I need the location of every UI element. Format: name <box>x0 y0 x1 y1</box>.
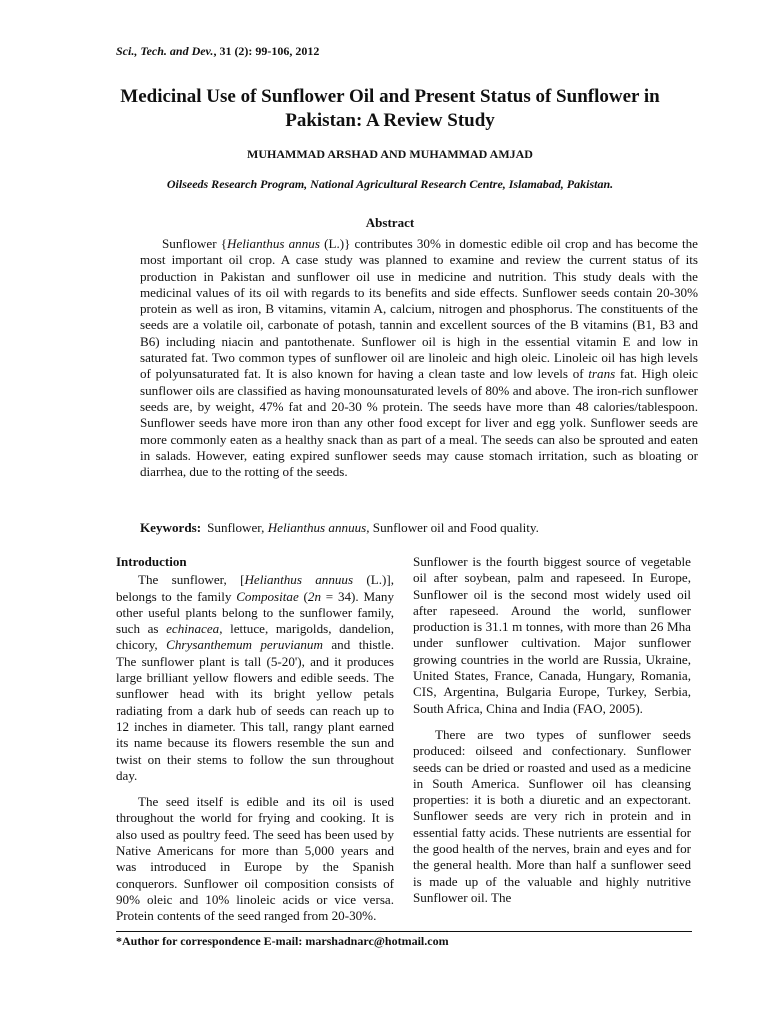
authors: MUHAMMAD ARSHAD AND MUHAMMAD AMJAD <box>247 147 533 161</box>
abstract-trans-term: trans <box>588 366 616 382</box>
text: ( <box>298 588 308 604</box>
affiliation: Oilseeds Research Program, National Agricultural Research Centre, Islamabad, Pakistan. <box>166 177 614 191</box>
text: and thistle. The sunflower plant is tall (5-20'), and it produces large brilliant yellow flowers and edible seeds. The sunflower head with its bright yellow petals radiating from a dark hub of seeds can reach up to 12 inches in diameter. This tall, rangy plant earned its name because its flowers resemble the sun and twist on their stems to follow the sun throughout day. <box>116 637 394 783</box>
abstract-heading: Abstract <box>365 215 415 230</box>
text: (L.)], belongs to the family <box>116 572 394 604</box>
keyword-species: Helianthus annuus, <box>267 520 370 535</box>
right-paragraph-2: There are two types of sunflower seeds produced: oilseed and confectionary. Sunflower seeds can be dried or roasted and used as a medicine in South America. Sunflower oil has cleansing properties: it is both a diuretic and an expectorant. Sunflower seeds are very rich in protein and in essential fatty acids. These nutrients are essential for the good health of the nerves, brain and eyes and for the general health. More than half a sunflower seed is made up of the valuable and highly nutritive Sunflower oil. The <box>413 726 691 905</box>
right-paragraph-1: Sunflower is the fourth biggest source of vegetable oil after soybean, palm and rapeseed. In Europe, Sunflower oil is the second most widely used oil after rapeseed. Around the world, sunflower production is 31.1 m tonnes, with more than 26 Mha under sunflower cultivation. Major sunflower growing countries in the world are Russia, Ukraine, United States, France, Canada, Hungary, Romania, CIS, Argentina, Bulgaria Europe, Turkey, Serbia, South Africa, China and India (FAO, 2005). <box>413 554 691 716</box>
text: = 34). Many other useful plants belong to the sunflower family, such as <box>116 588 394 637</box>
plant-name: echinacea <box>166 621 220 637</box>
chromosome-term: 2n <box>307 588 321 604</box>
footnote-divider <box>116 931 692 932</box>
abstract-paragraph <box>140 236 698 480</box>
text: The sunflower, [ <box>138 572 245 588</box>
journal-name: Sci., Tech. and Dev. <box>116 44 214 58</box>
family-name: Compositae <box>236 588 299 604</box>
right-column <box>413 554 691 916</box>
abstract-body <box>140 236 698 480</box>
abstract-species-name: Helianthus annus <box>227 236 320 251</box>
journal-citation <box>116 44 319 59</box>
journal-volume: , 31 (2): 99-106, 2012 <box>213 44 320 58</box>
intro-paragraph-1 <box>116 572 394 784</box>
keywords-label: Keywords: <box>140 520 202 535</box>
paper-title: Medicinal Use of Sunflower Oil and Present Status of Sunflower in Pakistan: A Review Study <box>120 86 660 131</box>
plant-name: Chrysanthemum peruvianum <box>166 637 323 653</box>
keyword: Sunflower oil and Food quality. <box>369 520 539 535</box>
intro-paragraph-2: The seed itself is edible and its oil is used throughout the world for frying and cooking. It is also used as poultry feed. The seed has been used by Native Americans for more than 5,000 years and was introduced in Europe by the Spanish conquerors. Sunflower oil composition consists of 90% oleic and 10% linoleic acids or vice versa. Protein contents of the seed ranged from 20-30%. <box>116 794 394 924</box>
left-column <box>116 554 394 935</box>
keywords <box>140 520 698 536</box>
keyword: Sunflower, <box>207 520 268 535</box>
text: , lettuce, marigolds, dandelion, chicory, <box>116 621 394 653</box>
section-heading-introduction: Introduction <box>116 554 187 569</box>
abstract-text: Sunflower { <box>162 236 227 251</box>
correspondence-footnote: *Author for correspondence E-mail: marshadnarc@hotmail.com <box>116 934 449 948</box>
species-name: Helianthus annuus <box>244 572 354 588</box>
abstract-text: fat. High oleic sunflower oils are classified as having monounsaturated levels of 80% and above. The iron-rich sunflower seeds are, by weight, 47% fat and 20-30 % protein. The seeds have more than 48 calories/tablespoon. Sunflower seeds have more iron than any other food except for liver and egg yolk. Sunflower seeds are more commonly eaten as a healthy snack than as part of a meal. The seeds can also be sprouted and eaten in salads. However, eating expired sunflower seeds may cause stomach irritation, such as bloating or diarrhea, due to the rotting of the seeds. <box>140 366 698 480</box>
abstract-text: (L.)} contributes 30% in domestic edible oil crop and has become the most important oil crop. A case study was planned to examine and review the current status of its production in Pakistan and sunflower oil use in medicine and nutrition. This study deals with the medicinal values of its oil with regards to its benefits and side effects. Sunflower seeds contain 20-30% protein as well as iron, B vitamins, vitamin A, calcium, nitrogen and phosphorus. The constituents of the seeds are a volatile oil, carbonate of potash, tannin and excellent sources of the B vitamins (B1, B3 and B6) including niacin and pantothenate. Sunflower oil is high in the essential vitamin E and low in saturated fat. Two common types of sunflower oil are linoleic and high oleic. Linoleic oil has high levels of polyunsaturated fat. It is also known for having a clean taste and low levels of <box>140 236 698 382</box>
